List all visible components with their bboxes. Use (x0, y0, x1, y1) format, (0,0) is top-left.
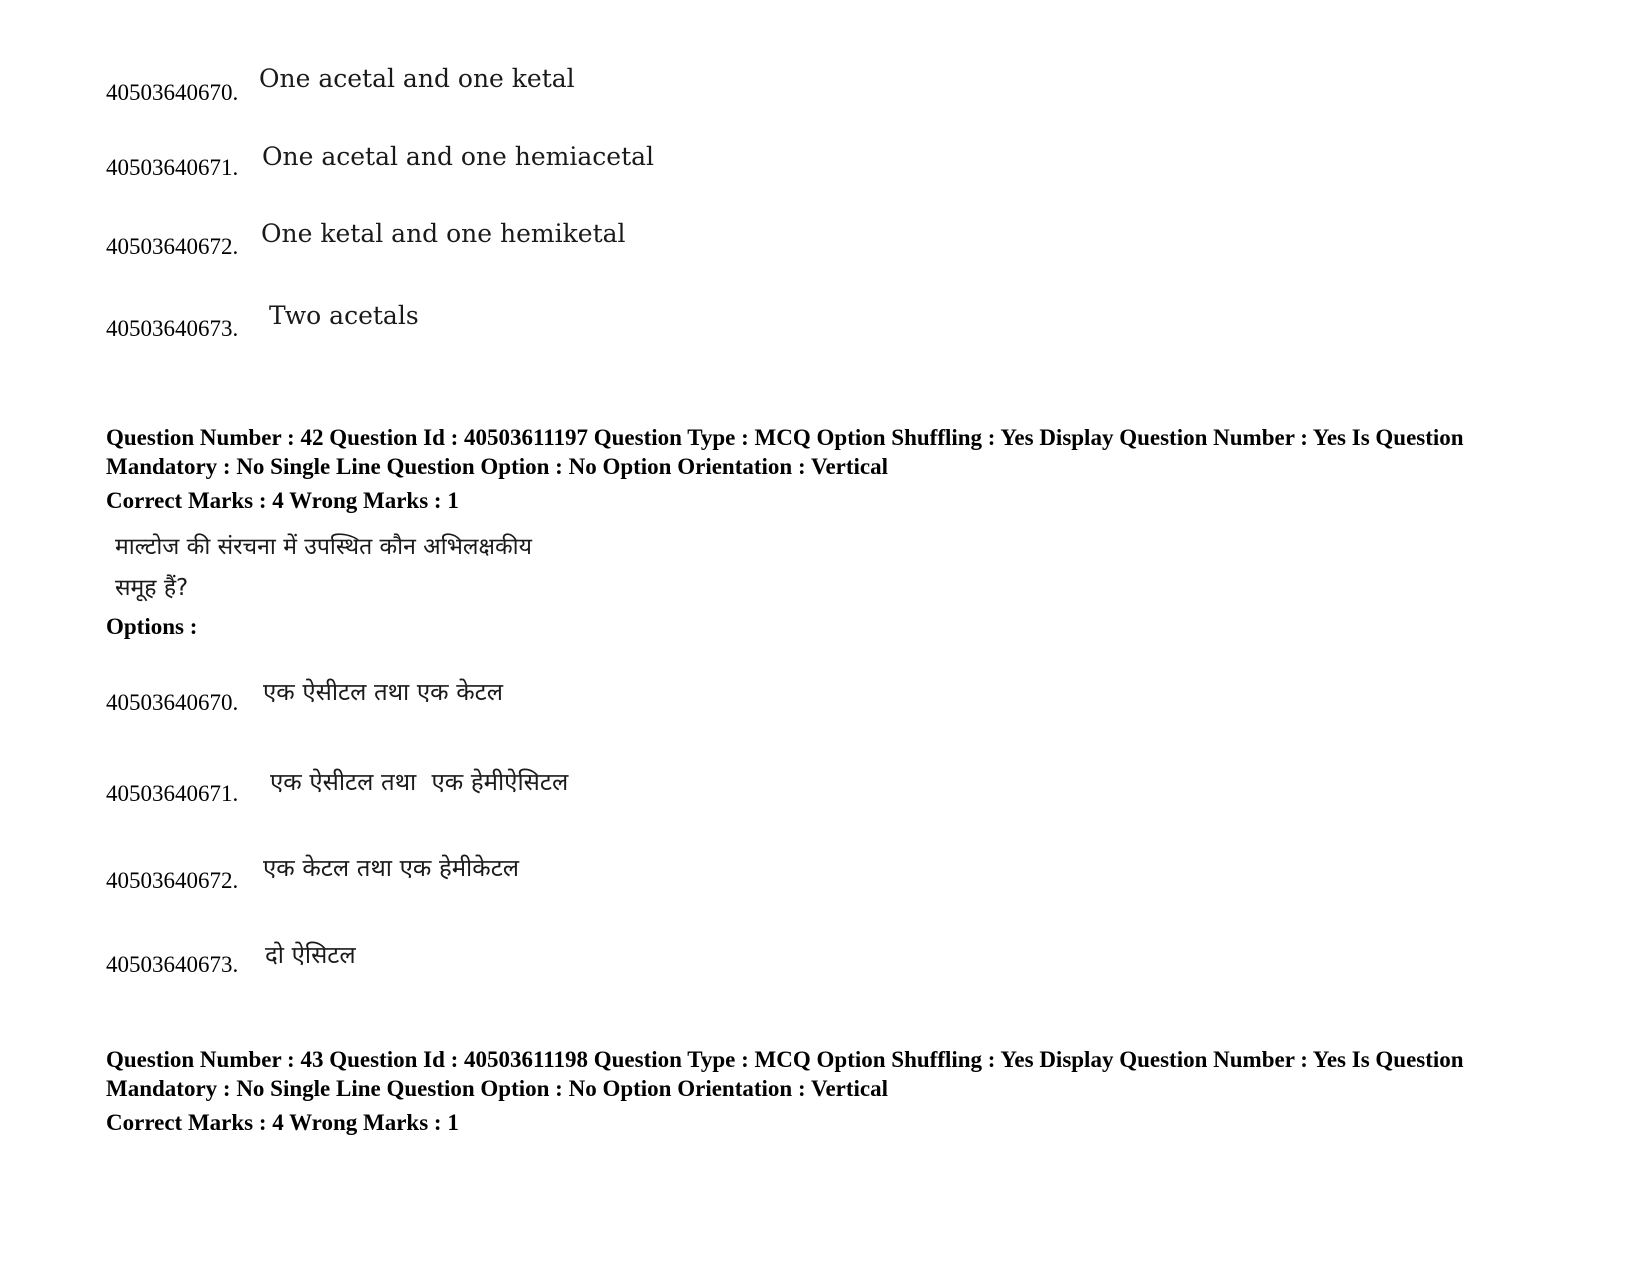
question-text-line2: समूह हैं? (115, 575, 189, 601)
option-text: One acetal and one hemiacetal (262, 142, 655, 171)
option-number: 40503640673. (106, 316, 239, 341)
option-number: 40503640672. (106, 868, 239, 893)
option-text: एक ऐसीटल तथा एक केटल (263, 678, 504, 706)
option-number: 40503640670. (106, 80, 239, 105)
option-number: 40503640670. (106, 690, 239, 715)
option-number: 40503640672. (106, 234, 239, 259)
option-text: एक केटल तथा एक हेमीकेटल (263, 854, 520, 882)
option-text: Two acetals (269, 301, 419, 330)
option-text: One acetal and one ketal (259, 64, 575, 93)
option-number: 40503640671. (106, 781, 239, 806)
question-marks: Correct Marks : 4 Wrong Marks : 1 (106, 488, 459, 513)
question-meta: Question Number : 43 Question Id : 40503611198 Question Type : MCQ Option Shuffling : Yes Display Question Number : Yes Is Question Mandatory : No Single Line Question Option : No Option Orientation : Vertical (106, 1047, 1464, 1101)
question-marks: Correct Marks : 4 Wrong Marks : 1 (106, 1110, 459, 1135)
option-number: 40503640671. (106, 155, 239, 180)
question-text-line1: माल्टोज की संरचना में उपस्थित कौन अभिलक्षकीय (115, 534, 532, 560)
question-meta: Question Number : 42 Question Id : 40503611197 Question Type : MCQ Option Shuffling : Yes Display Question Number : Yes Is Question Mandatory : No Single Line Question Option : No Option Orientation : Vertical (106, 425, 1464, 479)
option-text: One ketal and one hemiketal (261, 219, 626, 248)
options-label: Options : (106, 614, 198, 639)
option-text: एक ऐसीटल तथा एक हेमीऐसिटल (270, 768, 569, 796)
option-text: दो ऐसिटल (265, 941, 356, 969)
option-number: 40503640673. (106, 952, 239, 977)
